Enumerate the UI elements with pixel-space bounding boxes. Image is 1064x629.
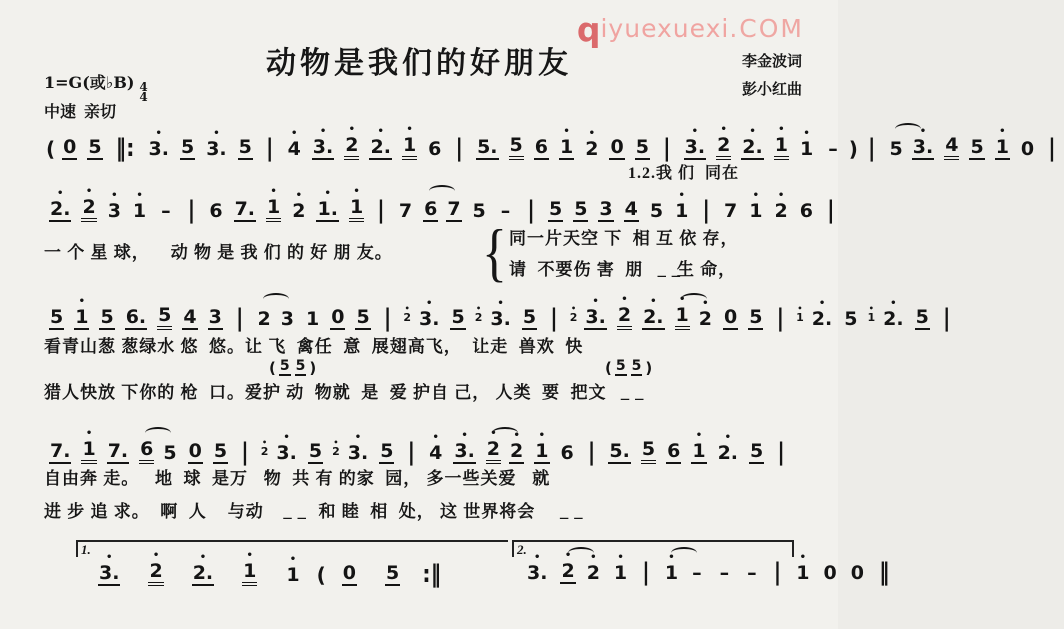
notation-line-4: 7. • 1 7. 6 5 0 5 | • 2 • 3. 5 • 2 • 3. 5 | • 4 • 3. • 2 • 2 • 1 6 | 5. 5 6 • 1 • 2. 5 | xyxy=(50,428,785,466)
lyricist-credit: 李金波词 xyxy=(741,54,802,70)
watermark-domain-suffix: .COM xyxy=(729,14,804,43)
meter-numerator: 4 xyxy=(139,80,148,94)
watermark-text: iyuexuexi xyxy=(600,14,730,43)
lyric-line-4-verse2: 进 步 追 求。 啊 人 与动 物̲要̲ 和 睦 相 处， 这 世界将会 更̲加̲ xyxy=(44,502,580,521)
lyric-line-3-verse1: 看青山葱 葱绿水 悠 悠。让 飞 禽任 意 展翅高飞， 让走 兽欢 快 xyxy=(44,337,584,356)
key-signature xyxy=(44,70,148,102)
alt-lyric-verse-1: 同一片天空 下 相 互 依 存， xyxy=(508,229,739,248)
notation-line-5-ending-1: • 3. • 2 • 2. • 1 • 1 ( 0 5 :‖ xyxy=(99,550,442,588)
tempo-marking: 中速 亲切 xyxy=(44,104,117,121)
notation-line-3: 5 • 1 5 6. 5 4 3 | 2 3 1 0 5 | • 2 • 3. 5 • 2 • 3. 5 | • 2 • 3. • 2 • 2. • 1 • 2 0 5 | • 1 • 2. 5 • 1 • 2. 5 | xyxy=(50,294,951,332)
composer-credit: 彭小红曲 xyxy=(741,82,802,98)
lyric-line-3-verse2: 猎人快放 下你的 枪 口。爱护 动 物就 是 爱 护自 己， 人类 要 把文 明̲与̲ xyxy=(44,383,641,402)
meter-denominator: 4 xyxy=(139,90,148,104)
lyric-line-2: 一 个 星 球， 动 物 是 我 们 的 好 朋 友。 xyxy=(44,243,393,262)
lyric-line-4-verse1: 自由奔 走。 地 球 是万 物 共 有 的家 园， 多一些关爱 就 xyxy=(44,469,551,488)
notation-line-5-ending-2: • 3. • 2 • 2 • 1 | • 1 – – – | • 1 0 0 ‖ xyxy=(520,552,897,584)
couplet-lines xyxy=(509,223,739,285)
time-signature xyxy=(139,82,147,102)
alternate-lyrics-couplet xyxy=(482,217,739,289)
couplet-brace-icon: { xyxy=(482,217,507,289)
notation-line-1: ( 0 5 ‖: • 3. 5 • 3. 5 | • 4 • 3. • 2 • 2. • 1 6 | 5. 5 6 • 1 • 2 0 5 | • 3. • 2 • 2. • 1 • 1 – ) | 5 • 3. 4 5 • 1 0 | xyxy=(46,124,1056,162)
notation-line-2: • 2. • 2 • 3 • 1 – | 6 7. • 1 • 2 • 1. • 1 | 7 6 7 5 – | 5 5 3 4 5 • 1 | 7 • 1 • 2 6 | xyxy=(50,186,835,224)
watermark-logo-q: q xyxy=(576,10,601,49)
cue-notes-1: ( 5 5 ) xyxy=(269,358,317,377)
volta-2-label: 2. xyxy=(517,542,527,557)
alt-lyric-verse-2: 请 不要伤 害 朋 友̲的̲生 命， xyxy=(508,260,737,279)
credits xyxy=(742,48,802,104)
volta-1-label: 1. xyxy=(81,542,91,557)
lyric-line-1-pickup: 1.2.我 们 同在 xyxy=(628,165,740,182)
key-text: 1=G(或♭B) xyxy=(44,73,135,92)
song-title: 动物是我们的好朋友 xyxy=(266,47,572,80)
cue-notes-2: ( 5 5 ) xyxy=(605,358,653,377)
